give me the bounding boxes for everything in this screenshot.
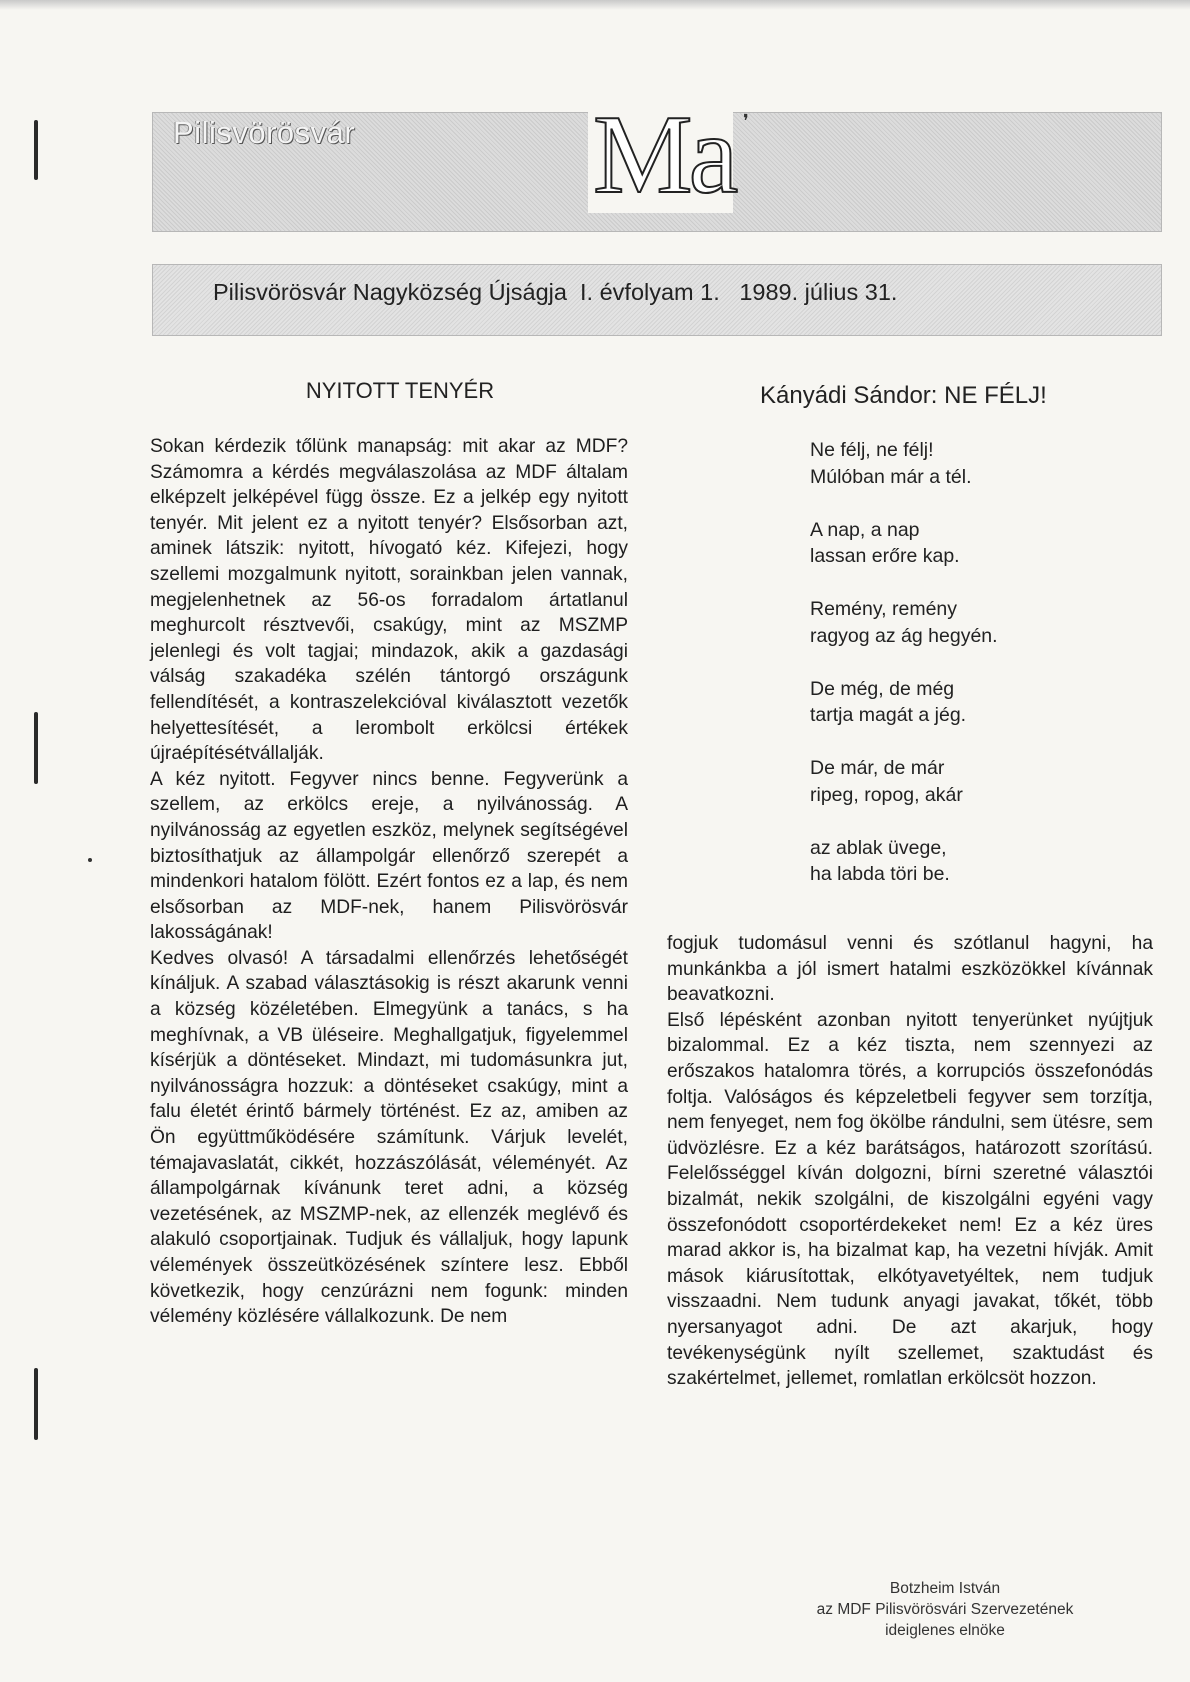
signature-role: ideiglenes elnöke [885, 1622, 1005, 1639]
article-column-left [150, 434, 628, 1330]
article-signature [740, 1578, 1150, 1641]
issue-info: Pilisvörösvár Nagyközség Újságja I. évfolyam 1. 1989. július 31. [213, 279, 898, 305]
poem-stanza [810, 676, 998, 729]
binder-hole-mark-top [34, 120, 38, 180]
poem [810, 437, 998, 914]
poem-line: De még, de még [810, 677, 955, 700]
ink-speck [88, 858, 92, 862]
issue-banner [152, 264, 1162, 336]
poem-line: Múlóban már a tél. [810, 465, 972, 488]
signature-name: Botzheim István [889, 1580, 1001, 1597]
poem-stanza [810, 755, 998, 808]
page-top-edge [0, 0, 1190, 10]
article-paragraph: Sokan kérdezik tőlünk manapság: mit akar az MDF? Számomra a kérdés megválaszolása az MDF általam elképzelt jelképével függ össze. Ez a jelkép egy nyitott tenyér. Mit jelent ez a nyitott tenyér? Elsősorban azt, aminek látszik: nyitott, hívogató kéz. Kifejezi, hogy szellemi mozgalmunk nyitott, sorainkban jelen vannak, megjelenhetnek az 56-os forradalom ártatlanul meghurcolt résztvevői, csakúgy, mint az MSZMP jelenlegi és volt tagjai; mindazok, akik a gazdasági válság szakadéka szélén tántorgó országunk fellendítését, a kontraszelekcióval kiválasztott vezetők helyettesítését, a lerombolt erkölcsi értékek újraépítésétvállalják. [150, 436, 628, 765]
poem-line: tartja magát a jég. [810, 704, 967, 726]
poem-line: ripeg, ropog, akár [810, 783, 963, 806]
poem-line: ragyog az ág hegyén. [810, 624, 998, 647]
poem-line: ha labda töri be. [810, 863, 950, 885]
article-column-right [667, 931, 1153, 1392]
masthead [152, 93, 1162, 232]
article-paragraph: A kéz nyitott. Fegyver nincs benne. Fegyverünk a szellem, az erkölcs ereje, a nyilvánosság. A nyilvánosság az egyetlen eszköz, melynek segítségével biztosíthatjuk az állampolgár ellenőrző szerepét a mindenkori hatalom fölött. Ezért fontos ez a lap, és nem elsősorban az MDF-nek, hanem Pilisvörösvár lakosságának! [150, 768, 628, 944]
poem-line: De már, de már [810, 757, 945, 779]
article-paragraph: fogjuk tudomásul venni és szótlanul hagyni, ha munkánkba a jól ismert hatalmi eszközökkel kívánnak beavatkozni. [667, 933, 1153, 1006]
poem-stanza [810, 835, 998, 888]
logo-accent-mark: ❜ [743, 111, 749, 131]
poem-line: A nap, a nap [810, 518, 920, 541]
poem-stanza [810, 596, 998, 649]
signature-organization: az MDF Pilisvörösvári Szervezetének [816, 1601, 1074, 1618]
article-paragraph: Első lépésként azonban nyitott tenyerünket nyújtjuk bizalommal. Ez a kéz tiszta, nem szennyezi az erőszakos hatalomra törés, a korrupciós összefonódás foltja. Valóságos és képzeletbeli fegyver sem torzítja, nem fenyeget, nem fog ökölbe rándulni, sem ütésre, sem üdvözlésre. Ez a kéz barátságos, határozott szorítású. Felelősséggel kíván dolgozni, bírni szeretné választói bizalmát, nekik szolgálni, de kiszolgálni egyéni vagy összefonódott csoportérdekeket nem! Ez a kéz üres marad akkor is, ha bizalmat kap, ha vezetni hívják. Amit mások kiárusítottak, elkótyavetyéltek, nem tudjuk visszaadni. Nem tudunk anyagi javakat, tőkét, több nyersanyagot adni. De azt akarjuk, hogy tevékenységünk nyílt szellemet, szaktudást és szakértelmet, jellemet, romlatlan erkölcsöt hozzon. [667, 1009, 1153, 1390]
poem-line: lassan erőre kap. [810, 545, 960, 567]
ma-logo: Ma [593, 93, 735, 217]
article-title: NYITOTT TENYÉR [305, 378, 495, 403]
poem-stanza [810, 517, 998, 570]
article-paragraph: Kedves olvasó! A társadalmi ellenőrzés lehetőségét kínáljuk. A szabad választásokig is részt akarunk venni a község közéletében. Elmegyünk a tanács, s ha meghívnak, a VB üléseire. Meghallgatjuk, figyelemmel kísérjük a döntéseket. Mindazt, mi tudomásunkra jut, nyilvánosságra hozzuk: a döntéseket csakúgy, mint a falu életét érintő bármely történést. Ez az, amiben az Ön együttműködésére számítunk. Várjuk levelét, témajavaslatát, cikkét, hozzászólását, véleményét. Az állampolgárnak kívánunk teret adni, a község vezetésének, az MSZMP-nek, az ellenzék meglévő és alakuló csoportjainak. Tudjuk és vállaljuk, hogy lapunk vélemények összeütközésének színtere lesz. Ebből következik, hogy cenzúrázni nem fogunk: minden vélemény közlésére vállalkozunk. De nem [150, 947, 628, 1328]
binder-hole-mark-bottom [34, 1368, 38, 1440]
poem-line: Ne félj, ne félj! [810, 439, 934, 461]
binder-hole-mark-middle [34, 712, 38, 784]
poem-stanza [810, 437, 998, 490]
poem-line: Remény, remény [810, 598, 958, 620]
masthead-town-name: Pilisvörösvár [173, 115, 356, 150]
poem-title: Kányádi Sándor: NE FÉLJ! [760, 382, 1047, 409]
poem-line: az ablak üvege, [810, 836, 947, 859]
